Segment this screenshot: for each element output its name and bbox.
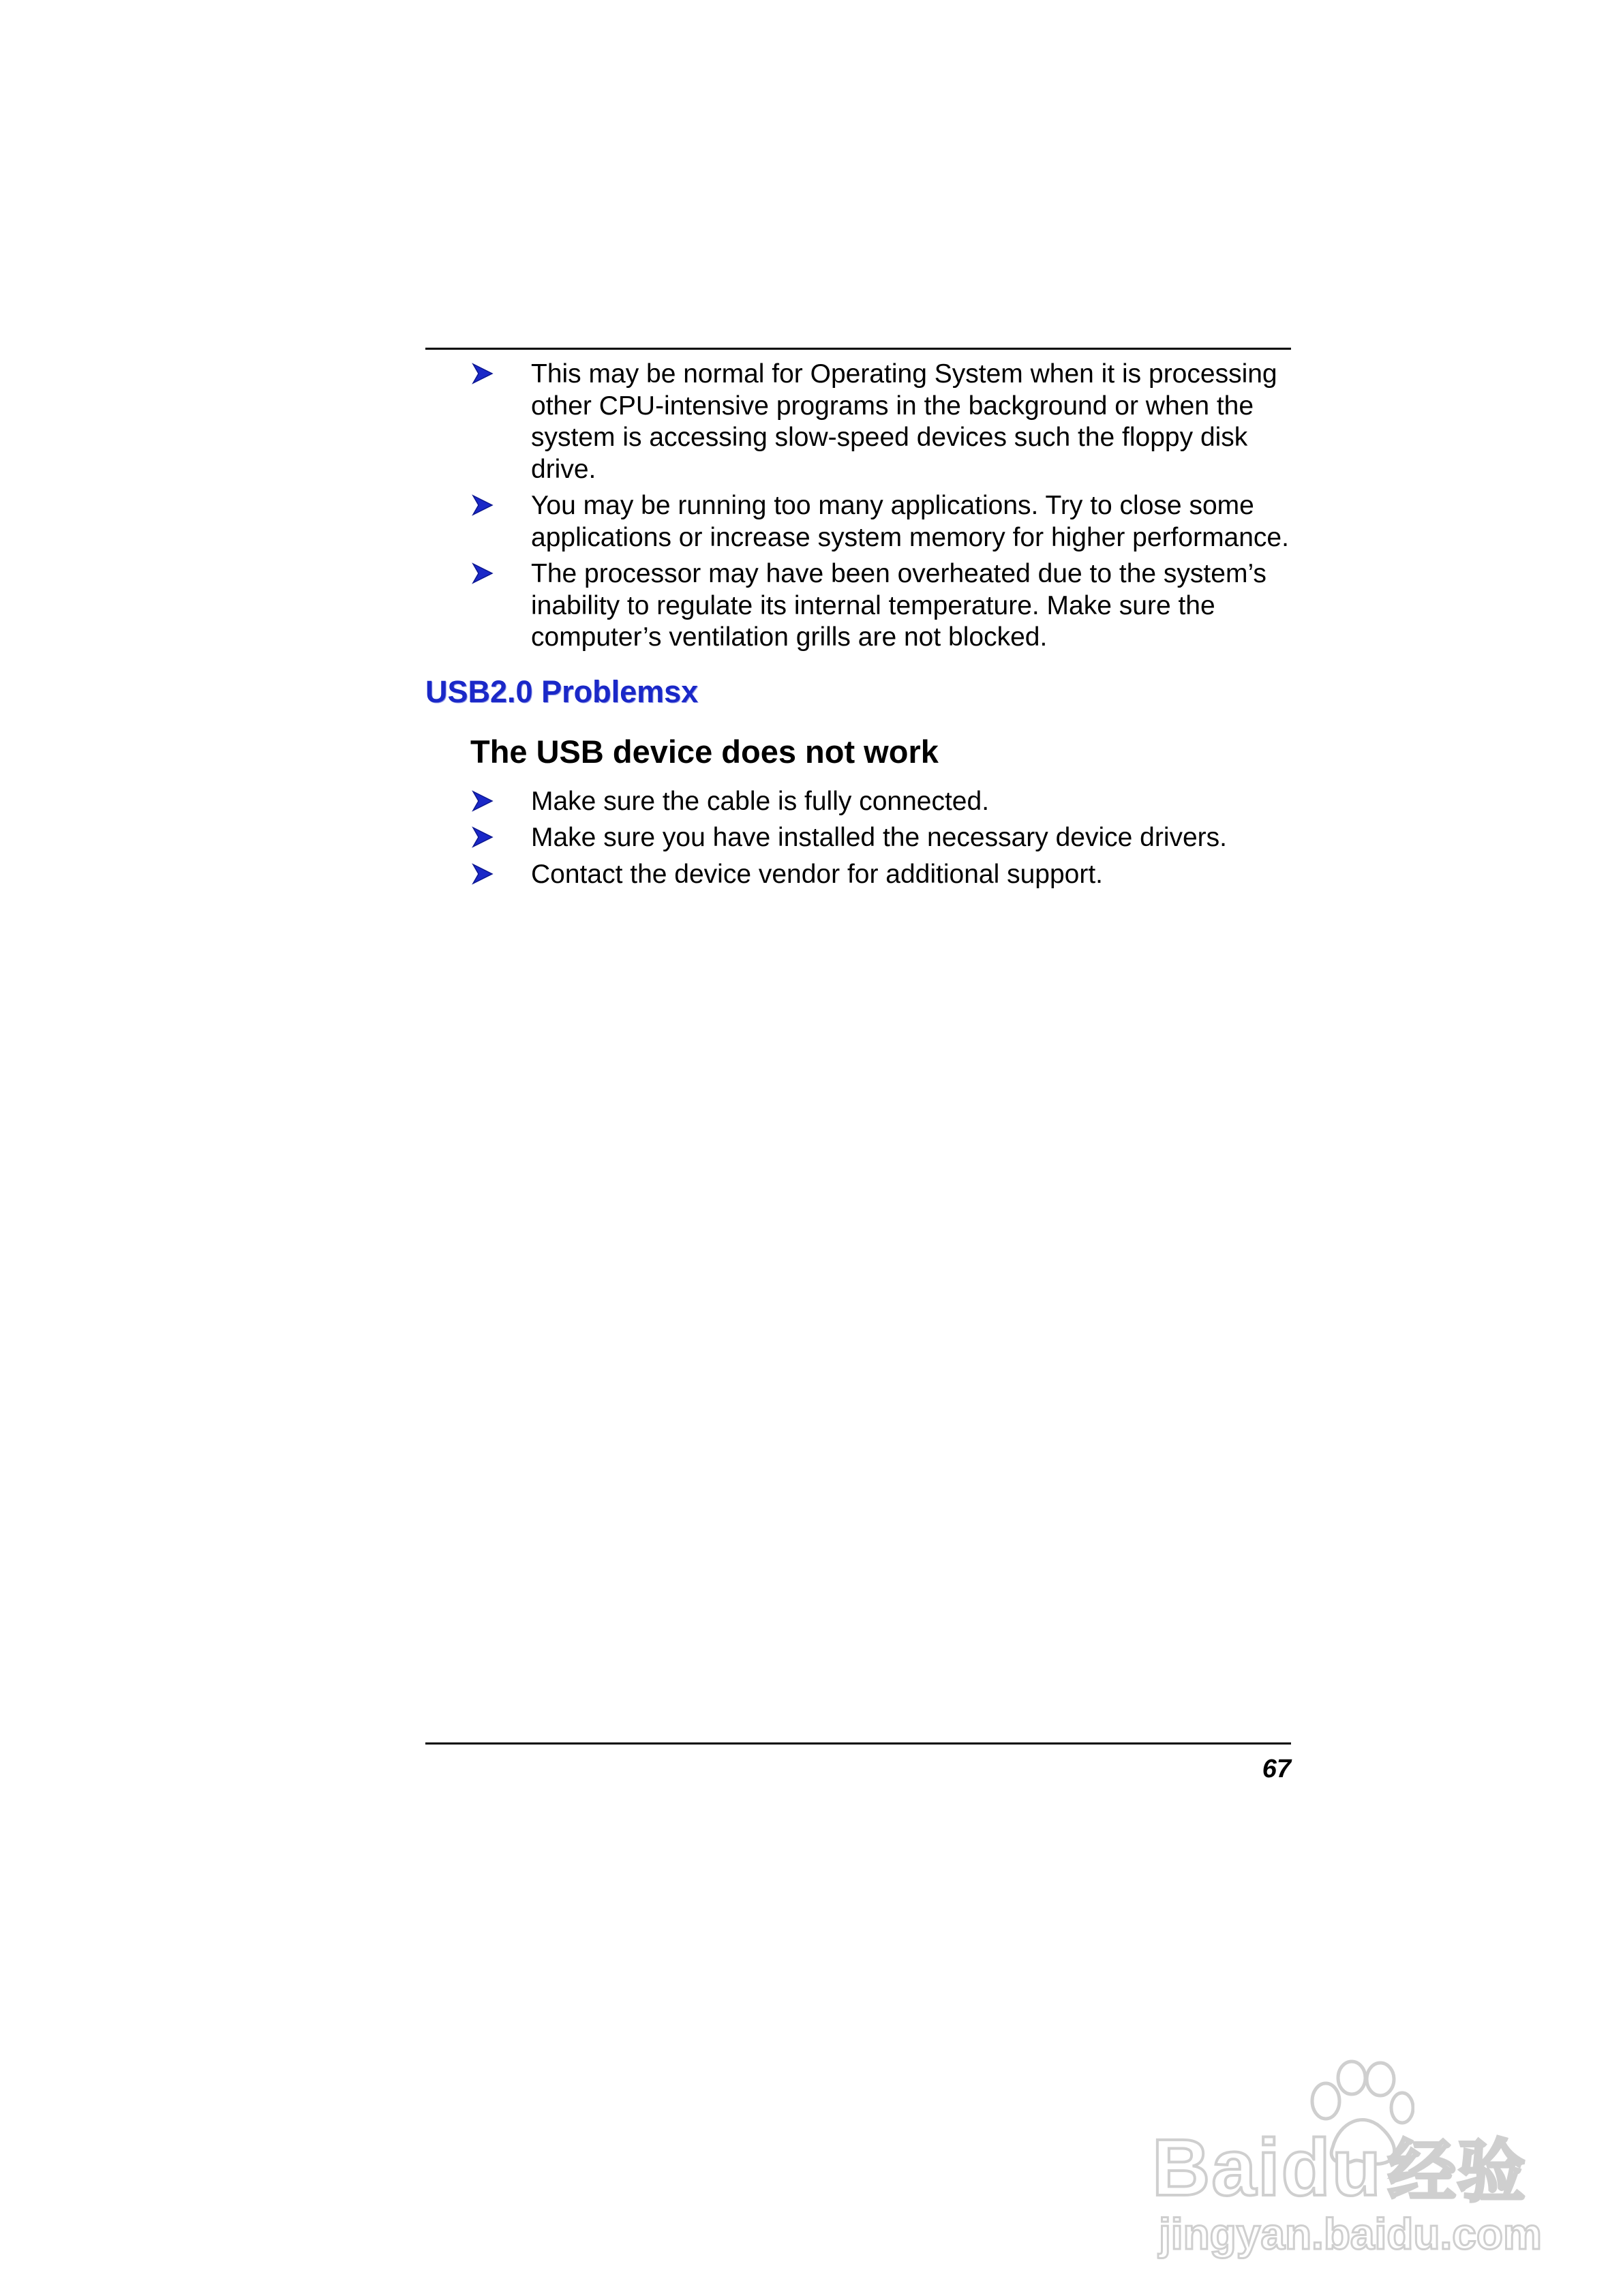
list-item xyxy=(425,359,1291,485)
intro-bullet-list xyxy=(425,359,1291,654)
watermark-brand-cn: 经验 xyxy=(1387,2134,1527,2210)
arrowhead-bullet-icon xyxy=(470,493,495,517)
watermark-url: jingyan.baidu.com xyxy=(1159,2209,1542,2259)
page-number: 67 xyxy=(1262,1755,1291,1783)
list-item xyxy=(425,786,1291,818)
header-rule xyxy=(425,348,1291,350)
section-heading: USB2.0 Problemsx xyxy=(425,674,699,709)
arrowhead-bullet-icon xyxy=(470,789,495,813)
arrowhead-bullet-icon xyxy=(470,361,495,386)
list-item xyxy=(425,490,1291,554)
bullet-text: This may be normal for Operating System when it is processing other CPU-intensive programs in the background or when the system is accessing slow-speed devices such the floppy disk drive. xyxy=(531,359,1277,484)
sub-heading: The USB device does not work xyxy=(470,733,939,770)
list-item xyxy=(425,558,1291,654)
bullet-text: Make sure you have installed the necessary device drivers. xyxy=(531,823,1228,852)
bullet-text: Make sure the cable is fully connected. xyxy=(531,786,990,816)
bullet-text: Contact the device vendor for additional support. xyxy=(531,859,1104,889)
watermark-brand-head: Bai xyxy=(1152,2123,1281,2213)
page-content xyxy=(425,359,1291,895)
bullet-text: The processor may have been overheated due to the system’s inability to regulate its internal temperature. Make sure the computer’s ventilation grills are not blocked. xyxy=(531,559,1266,652)
bullet-text: You may be running too many applications. Try to close some applications or increase system memory for higher performance. xyxy=(531,491,1289,552)
arrowhead-bullet-icon xyxy=(470,561,495,586)
arrowhead-bullet-icon xyxy=(470,825,495,849)
arrowhead-bullet-icon xyxy=(470,862,495,886)
footer-rule xyxy=(425,1742,1291,1744)
list-item xyxy=(425,859,1291,891)
watermark-brand-tail: du xyxy=(1281,2123,1382,2213)
watermark-brand xyxy=(1152,2124,1527,2216)
watermark xyxy=(1152,2059,1547,2263)
list-item xyxy=(425,822,1291,854)
usb-bullet-list xyxy=(425,786,1291,891)
